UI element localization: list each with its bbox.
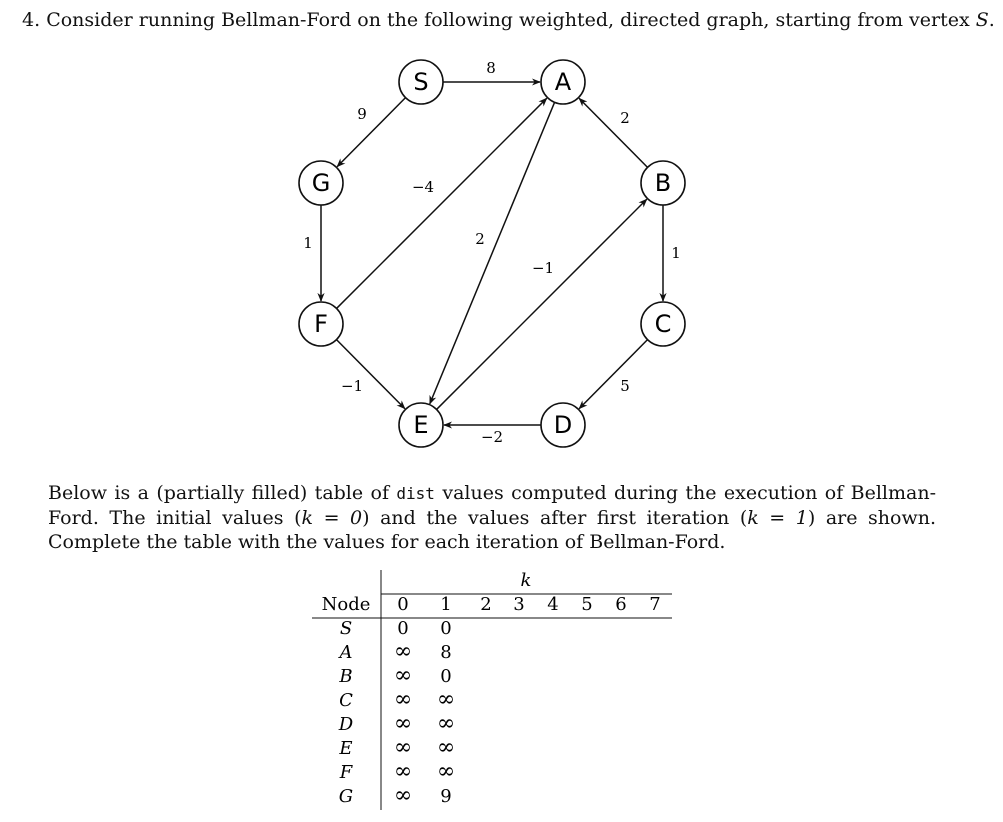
edge-weight-e-b: −1 (531, 259, 555, 277)
table-col-header-3: 3 (513, 594, 525, 615)
edge-weight-g-f: 1 (303, 234, 313, 252)
table-cell-s-1: 0 (440, 618, 452, 639)
edge-c-d (579, 340, 647, 409)
node-c (641, 302, 685, 346)
node-e (399, 403, 443, 447)
table-cell-e-1: ∞ (436, 735, 456, 760)
table-row-node-e: E (339, 738, 353, 759)
table-col-header-4: 4 (547, 594, 559, 615)
question-body: Consider running Bellman-Ford on the following weighted, directed graph, starting from vertex (46, 9, 976, 31)
table-node-header: Node (321, 594, 371, 615)
table-cell-f-1: ∞ (436, 759, 456, 784)
para-part4: ) are shown. Complete the table with the values for each iteration of Bellman-Ford. (48, 507, 936, 553)
para-part1: Below is a (partially filled) table of (48, 482, 397, 504)
node-d (541, 403, 585, 447)
dist-code: dist (396, 484, 435, 503)
dist-table (300, 565, 690, 815)
instructions-paragraph (48, 481, 936, 554)
table-cell-f-0: ∞ (393, 759, 413, 784)
table-cell-d-1: ∞ (436, 711, 456, 736)
edge-weight-f-e: −1 (340, 377, 364, 395)
table-row-node-a: A (339, 642, 353, 663)
table-cell-c-1: ∞ (436, 687, 456, 712)
edge-weight-b-c: 1 (671, 244, 681, 262)
node-f (299, 302, 343, 346)
edge-f-e (336, 340, 404, 409)
node-g (299, 161, 343, 205)
para-part2: values computed during the execution of Bellman-Ford. The initial values ( (48, 482, 936, 529)
table-cell-a-0: ∞ (393, 639, 413, 664)
table-cell-c-0: ∞ (393, 687, 413, 712)
node-label: A (554, 68, 572, 96)
table-col-header-2: 2 (480, 594, 492, 615)
node-label: B (654, 169, 672, 197)
table-row-node-c: C (339, 690, 353, 711)
table-col-header-1: 1 (440, 594, 452, 615)
node-label: C (654, 310, 672, 338)
node-label: D (553, 411, 573, 439)
table-col-header-6: 6 (615, 594, 627, 615)
table-cell-g-1: 9 (440, 786, 452, 807)
question-end: . (988, 9, 995, 31)
table-row-node-s: S (339, 618, 353, 639)
edge-b-a (579, 98, 647, 167)
node-label: F (314, 310, 328, 338)
edge-weight-f-a: −4 (411, 178, 435, 196)
node-a (541, 60, 585, 104)
edge-weight-a-e: 2 (475, 230, 485, 248)
node-s (399, 60, 443, 104)
para-part3: ) and the values after first iteration ( (362, 507, 748, 529)
table-cell-s-0: 0 (397, 618, 409, 639)
table-col-header-5: 5 (581, 594, 593, 615)
node-label: S (413, 68, 429, 96)
table-row-node-b: B (339, 666, 353, 687)
start-vertex: S (975, 9, 989, 31)
table-row-node-g: G (338, 786, 354, 807)
table-cell-e-0: ∞ (393, 735, 413, 760)
table-cell-d-0: ∞ (393, 711, 413, 736)
table-cell-b-0: ∞ (393, 663, 413, 688)
node-b (641, 161, 685, 205)
question-number: 4. (22, 9, 41, 31)
edge-s-g (337, 98, 405, 167)
edge-weight-d-e: −2 (480, 428, 504, 446)
edge-weight-c-d: 5 (620, 377, 630, 395)
table-col-header-7: 7 (649, 594, 661, 615)
table-col-header-0: 0 (397, 594, 409, 615)
table-k-label: k (520, 570, 532, 591)
node-label: E (413, 411, 429, 439)
edge-weight-b-a: 2 (620, 109, 630, 127)
edge-a-e (430, 102, 555, 403)
edge-e-b (437, 199, 647, 409)
table-cell-g-0: ∞ (393, 783, 413, 808)
table-row-node-f: F (339, 762, 353, 783)
table-row-node-d: D (338, 714, 354, 735)
k0-expr: k = 0 (301, 507, 363, 529)
k1-expr: k = 1 (747, 507, 808, 529)
edge-f-a (337, 98, 547, 308)
edge-weight-s-a: 8 (486, 59, 496, 77)
node-label: G (311, 169, 331, 197)
table-cell-a-1: 8 (440, 642, 452, 663)
table-cell-b-1: 0 (440, 666, 452, 687)
edge-weight-s-g: 9 (357, 105, 367, 123)
